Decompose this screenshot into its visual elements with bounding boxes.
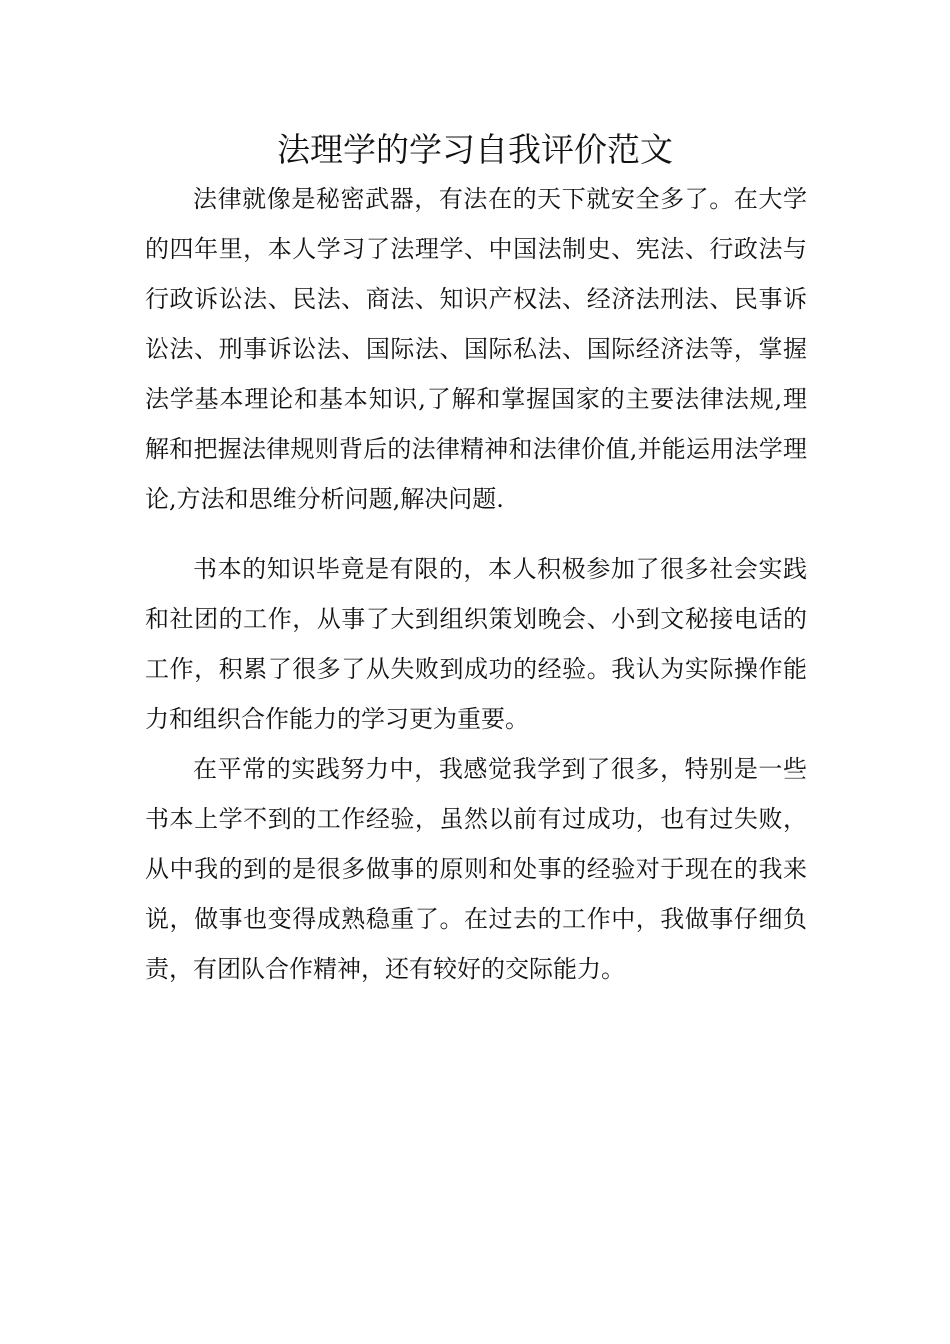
document-title: 法理学的学习自我评价范文 [277,130,673,169]
paragraph-2: 书本的知识毕竟是有限的，本人积极参加了很多社会实践和社团的工作，从事了大到组织策划晚会、小到文秘接电话的工作，积累了很多了从失败到成功的经验。我认为实际操作能力和组织合作能力的学习更为重要。 [145,555,807,733]
paragraph-3: 在平常的实践努力中，我感觉我学到了很多，特别是一些书本上学不到的工作经验，虽然以前有过成功，也有过失败，从中我的到的是很多做事的原则和处事的经验对于现在的我来说，做事也变得成熟稳重了。在过去的工作中，我做事仔细负责，有团队合作精神，还有较好的交际能力。 [145,755,807,983]
document-body [145,174,807,994]
paragraph-1: 法律就像是秘密武器，有法在的天下就安全多了。在大学的四年里，本人学习了法理学、中国法制史、宪法、行政法与行政诉讼法、民法、商法、知识产权法、经济法刑法、民事诉讼法、刑事诉讼法、国际法、国际私法、国际经济法等，掌握法学基本理论和基本知识,了解和掌握国家的主要法律法规,理解和把握法律规则背后的法律精神和法律价值,并能运用法学理论,方法和思维分析问题,解决问题. [145,185,807,513]
